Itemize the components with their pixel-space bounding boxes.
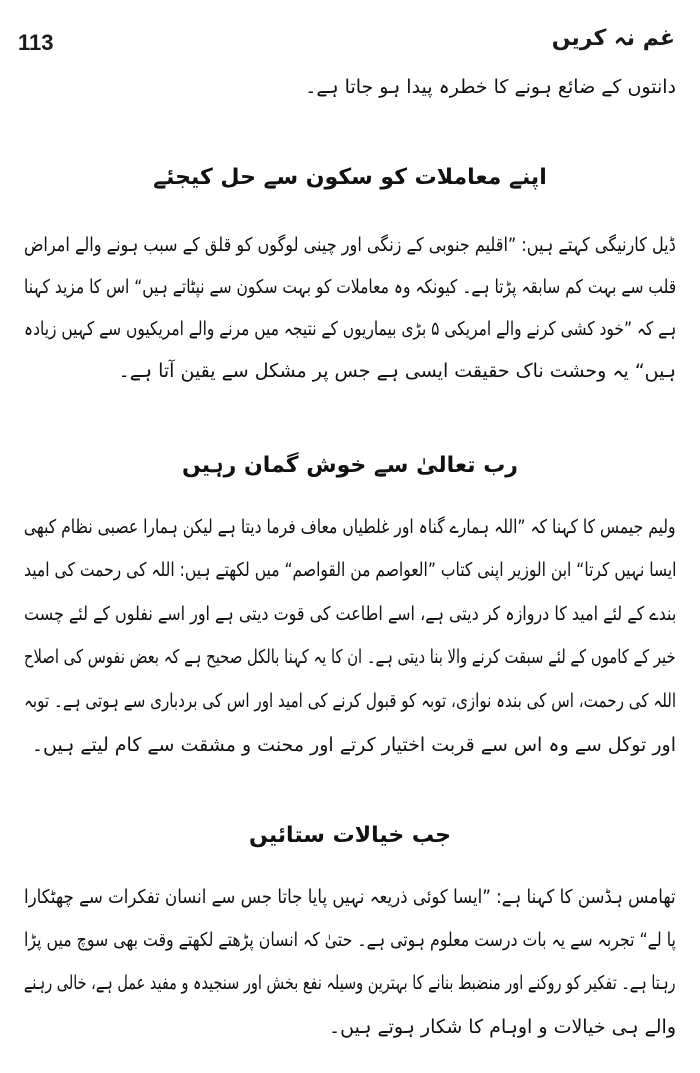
text-line: ہیں“ یہ وحشت ناک حقیقت ایسی ہے جس پر مشکل سے یقین آتا ہے۔ [118, 360, 676, 382]
section-heading: رب تعالیٰ سے خوش گمان رہیں [182, 453, 518, 478]
text-line: دانتوں کے ضائع ہونے کا خطرہ پیدا ہو جاتا ہے۔ [305, 76, 676, 98]
text-line: خیر کے کاموں کے لئے سبقت کرنے والا بنا دیتی ہے۔ ان کا یہ کہنا بالکل صحیح ہے کہ بعض نفوس کی اصلاح [24, 646, 676, 668]
text-line: ہے کہ ”خود کشی کرنے والے امریکی ۵ بڑی بیماریوں کے نتیجہ میں مرنے والے امریکیوں سے کہیں زیادہ [24, 318, 676, 340]
text-line: اور توکل سے وہ اس سے قربت اختیار کرتے اور محنت و مشقت سے کام لیتے ہیں۔ [31, 734, 676, 756]
section-heading: اپنے معاملات کو سکون سے حل کیجئے [153, 165, 547, 190]
text-line: اللہ کی رحمت، اس کی بندہ نوازی، توبہ کو قبول کرنے کی امید اور اس کی بردباری سے ہوتی ہے۔ توبہ [24, 690, 676, 712]
running-title: غم نہ کریں [551, 26, 675, 51]
section-heading: جب خیالات ستائیں [249, 823, 451, 848]
text-line: پا لے“ تجربہ سے یہ بات درست معلوم ہوتی ہے۔ حتیٰ کہ انسان پڑھتے لکھتے وقت بھی سوچ میں پڑا [24, 929, 676, 951]
text-line: ڈیل کارنیگی کہتے ہیں: ”اقلیم جنوبی کے زنگی اور چینی لوگوں کو قلق کے سبب ہونے والے امراض [24, 234, 676, 256]
text-line: ولیم جیمس کا کہنا کہ ”اللہ ہمارے گناہ اور غلطیاں معاف فرما دیتا ہے لیکن ہمارا عصبی نظام کبھی [24, 516, 676, 538]
text-line: قلب سے بہت کم سابقہ پڑتا ہے۔ کیونکہ وہ معاملات کو بہت سکون سے نپٹاتے ہیں“ اس کا مزید کہنا [24, 276, 676, 298]
text-line: تھامس ہڈسن کا کہنا ہے: ”ایسا کوئی ذریعہ نہیں پایا جاتا جس سے انسان تفکرات سے چھٹکارا [24, 886, 676, 908]
text-line: بندے کے لئے امید کا دروازہ کر دیتی ہے، اسے اطاعت کی قوت دیتی ہے اور اسے نفلوں کے لئے چست [24, 603, 676, 625]
text-line: رہتا ہے۔ تفکیر کو روکنے اور منضبط بنانے کا بہترین وسیلہ نفع بخش اور سنجیدہ و مفید عمل ہے، خالی رہنے [24, 972, 676, 994]
text-line: والے ہی خیالات و اوہام کا شکار ہوتے ہیں۔ [328, 1016, 676, 1038]
text-line: ایسا نہیں کرتا“ ابن الوزیر اپنی کتاب ”العواصم من القواصم“ میں لکھتے ہیں: اللہ کی رحمت کی امید [24, 559, 676, 581]
page-number: 113 [18, 30, 54, 55]
